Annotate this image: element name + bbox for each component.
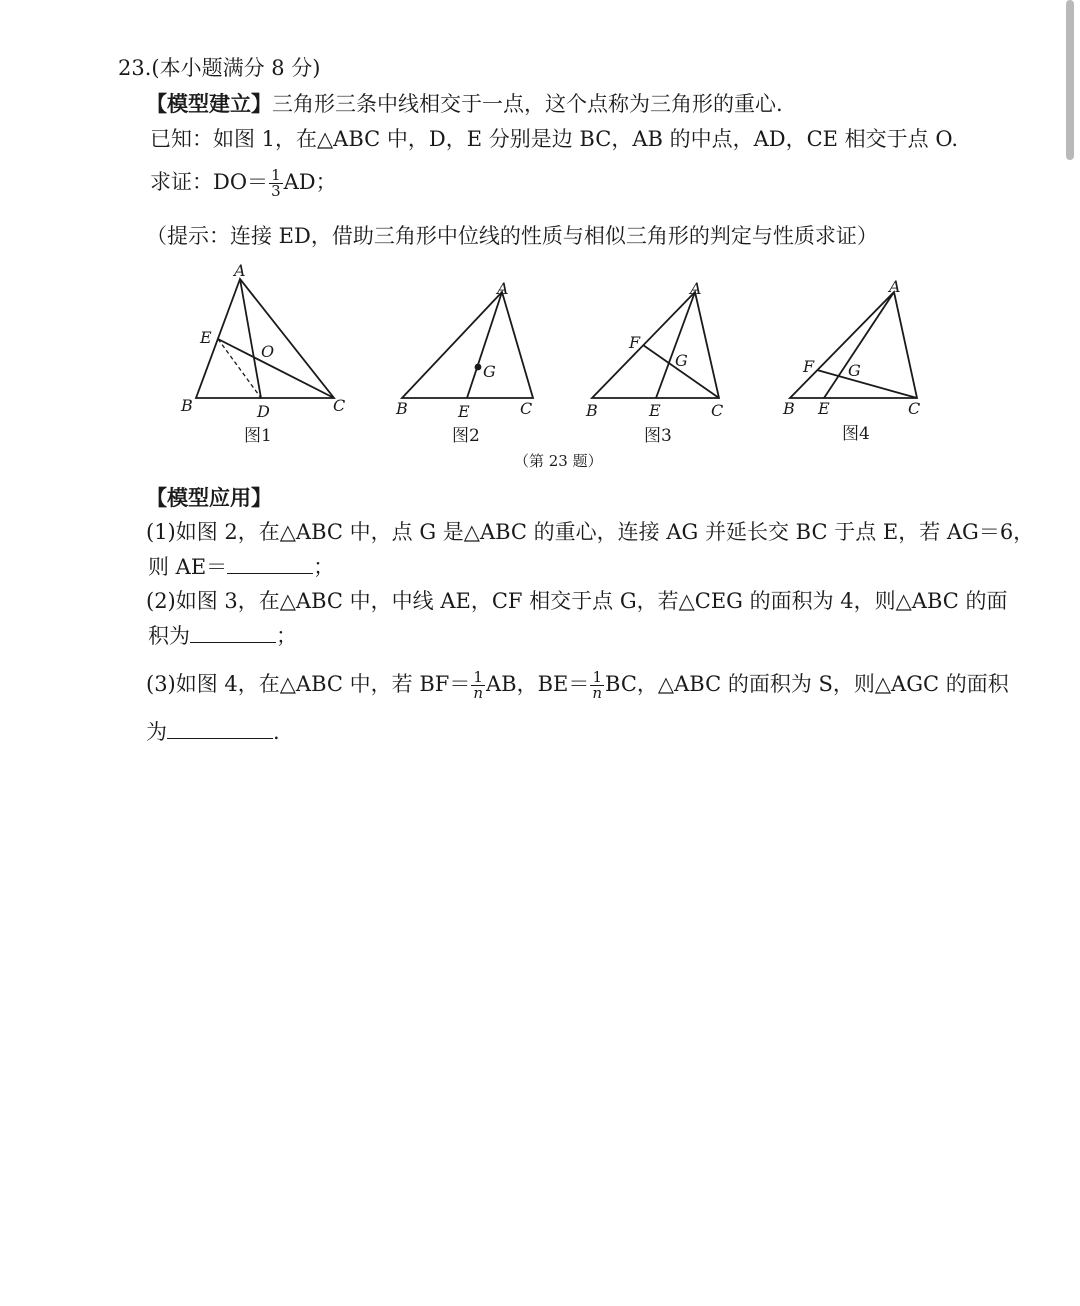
fig1-label-b: B [181, 396, 193, 415]
fraction-numerator: 1 [590, 670, 604, 686]
fig4-label-c: C [908, 399, 921, 418]
fraction-denominator: 3 [271, 182, 281, 200]
model-application-heading: 【模型应用】 [146, 485, 272, 510]
figure-group-caption: （第 23 题） [514, 452, 603, 470]
fig4-label-g: G [848, 361, 861, 380]
model-setup-intro-line [146, 90, 783, 118]
fraction-denominator: n [592, 684, 603, 702]
q3-part-1: (3)如图 4，在△ABC 中，若 BF＝ [146, 672, 471, 696]
question-1-line-2 [148, 553, 334, 581]
fraction-one-third [269, 168, 283, 199]
figure-1-diagram [196, 279, 334, 398]
q1-answer-prefix: 则 AE＝ [148, 555, 228, 579]
q1-answer-suffix: ； [313, 555, 335, 579]
fig4-label-a: A [889, 277, 901, 296]
q1-answer-blank[interactable] [227, 553, 313, 574]
q3-answer-prefix: 为 [146, 720, 167, 744]
q3-part-2: AB，BE＝ [486, 672, 590, 696]
prove-prefix: 求证：DO＝ [150, 170, 269, 194]
prove-statement [150, 168, 337, 199]
fig2-triangle [402, 292, 533, 398]
fig3-label-e: E [649, 401, 661, 420]
fraction-denominator: n [473, 684, 484, 702]
fig2-label-g: G [483, 362, 496, 381]
fraction-one-over-n-1 [471, 670, 485, 701]
figures-panel [0, 262, 1080, 462]
question-2-line-1: (2)如图 3，在△ABC 中，中线 AE，CF 相交于点 G，若△CEG 的面积为 4，则△ABC 的面 [146, 589, 1008, 613]
fraction-one-over-n-2 [590, 670, 604, 701]
fig3-label-b: B [586, 401, 598, 420]
fig4-label-b: B [783, 399, 795, 418]
figure-4-caption: 图4 [842, 424, 870, 444]
scrollbar-thumb[interactable] [1066, 0, 1074, 160]
fig1-median-ce [218, 339, 334, 398]
fig3-label-f: F [629, 333, 641, 352]
fig1-label-d: D [257, 402, 270, 421]
question-3-line-1 [146, 670, 1009, 701]
fraction-numerator: 1 [271, 166, 281, 184]
q3-answer-suffix: . [273, 720, 280, 744]
figure-2-diagram [402, 292, 533, 398]
fig4-label-e: E [818, 399, 830, 418]
fig3-label-a: A [690, 279, 702, 298]
question-2-line-2 [148, 622, 297, 650]
fig2-segment-ae [467, 292, 502, 398]
fig3-median-ae [656, 292, 695, 398]
question-number: 23. [118, 56, 152, 80]
score-note: (本小题满分 8 分) [151, 56, 321, 80]
hint-text: （提示：连接 ED，借助三角形中位线的性质与相似三角形的判定与性质求证） [146, 224, 878, 248]
fig1-label-a: A [234, 262, 246, 280]
figure-2-caption: 图2 [452, 426, 480, 446]
q2-answer-prefix: 积为 [148, 624, 190, 648]
fig1-label-c: C [333, 396, 346, 415]
fig1-label-e: E [200, 328, 212, 347]
fig2-label-c: C [520, 399, 533, 418]
figure-1-caption: 图1 [244, 426, 272, 446]
model-setup-heading: 【模型建立】 [146, 91, 272, 116]
fig1-median-ad [240, 279, 261, 398]
fig1-dashed-ed [218, 339, 261, 398]
fig2-label-a: A [497, 279, 509, 298]
prove-suffix: AD； [283, 170, 337, 194]
fig3-label-g: G [675, 351, 688, 370]
question-3-line-2 [146, 718, 280, 746]
question-header [118, 54, 321, 82]
fig4-label-f: F [803, 357, 815, 376]
fig2-label-b: B [396, 399, 408, 418]
figure-4-diagram [790, 292, 917, 398]
fig1-triangle [196, 279, 334, 398]
fig2-point-g [476, 365, 481, 370]
q3-part-3: BC，△ABC 的面积为 S，则△AGC 的面积 [605, 672, 1009, 696]
fig4-segment-cf [817, 370, 917, 398]
fig2-label-e: E [458, 402, 470, 421]
figure-3-diagram [592, 292, 719, 398]
q2-answer-suffix: ； [276, 624, 297, 648]
model-setup-intro: 三角形三条中线相交于一点，这个点称为三角形的重心. [272, 92, 783, 116]
fraction-numerator: 1 [471, 670, 485, 686]
fig3-label-c: C [711, 401, 724, 420]
question-1-line-1: (1)如图 2，在△ABC 中，点 G 是△ABC 的重心，连接 AG 并延长交 BC 于点 E，若 AG＝6， [146, 520, 1035, 544]
fig1-label-o: O [261, 342, 275, 361]
q2-answer-blank[interactable] [190, 622, 276, 643]
q3-answer-blank[interactable] [167, 718, 273, 739]
given-statement: 已知：如图 1，在△ABC 中，D，E 分别是边 BC，AB 的中点，AD，CE 相交于点 O. [150, 127, 959, 151]
fig3-triangle [592, 292, 719, 398]
figure-3-caption: 图3 [644, 426, 672, 446]
fig4-triangle [790, 292, 917, 398]
